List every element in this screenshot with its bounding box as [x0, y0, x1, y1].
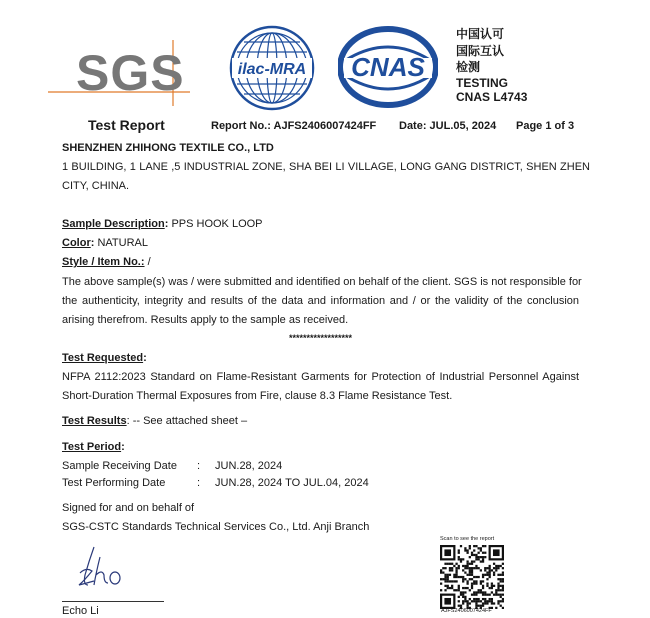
disclaimer-line3: arising therefrom. Results apply to the sample as received. [62, 314, 349, 326]
report-number: Report No.: AJFS2406007424FF [211, 120, 377, 132]
qr-code-icon[interactable] [440, 545, 504, 609]
test-requested-line1: NFPA 2112:2023 Standard on Flame-Resistant Garments for Protection of Industrial Personnel Against [62, 371, 579, 383]
sample-description-value: PPS HOOK LOOP [171, 218, 263, 230]
color-label: Color [62, 237, 91, 249]
sample-style [62, 256, 151, 269]
test-period-label: Test Period [62, 441, 122, 453]
color-value: NATURAL [97, 237, 148, 249]
sample-color: Color: NATURAL [62, 237, 148, 249]
style-value: / [147, 256, 151, 268]
sample-description: Sample Description: PPS HOOK LOOP [62, 218, 263, 230]
ilac-mra-logo [228, 24, 316, 112]
test-results [62, 415, 247, 428]
report-title: Test Report [88, 117, 165, 133]
disclaimer-line2: the authenticity, integrity and results of the data and information and / or the validity of the conclusion [62, 295, 579, 307]
test-requested-line2: Short-Duration Thermal Exposures from Fire, clause 8.3 Flame Resistance Test. [62, 390, 453, 402]
performing-date-label: Test Performing Date [62, 477, 166, 489]
receiving-date-value: JUN.28, 2024 [215, 460, 283, 472]
qr-caption-bottom: AJFS2406007424FF [441, 608, 492, 614]
page-indicator: Page 1 of 3 [516, 120, 575, 132]
receiving-date-label: Sample Receiving Date [62, 460, 177, 472]
report-date: Date: JUL.05, 2024 [399, 120, 497, 132]
test-requested-label: Test Requested [62, 352, 144, 364]
signature-line [62, 601, 164, 602]
client-address-line2: CITY, CHINA. [62, 180, 130, 192]
cnas-cn-line3: 检测 [456, 60, 481, 74]
test-requested-heading: Test Requested: [62, 352, 147, 364]
separator-stars: ****************** [289, 333, 353, 343]
cnas-logo [338, 26, 438, 108]
cnas-testing: TESTING [456, 76, 509, 90]
signed-company-line: SGS-CSTC Standards Technical Services Co., Ltd. Anji Branch [62, 521, 370, 533]
handwritten-signature [72, 545, 132, 591]
signatory-name: Echo Li [62, 605, 99, 617]
signed-for-line: Signed for and on behalf of [62, 502, 195, 514]
test-results-value: : -- See attached sheet – [126, 415, 248, 427]
disclaimer-line1: The above sample(s) was / were submitted and identified on behalf of the client. SGS is not responsible for [62, 276, 582, 288]
client-address-line1: 1 BUILDING, 1 LANE ,5 INDUSTRIAL ZONE, SHA BEI LI VILLAGE, LONG GANG DISTRICT, SHEN ZHEN [62, 161, 590, 173]
sample-description-label: Sample Description [62, 218, 165, 230]
sgs-logo-text: SGS [76, 45, 185, 101]
cnas-cn-line2: 国际互认 [456, 44, 505, 58]
sgs-logo [48, 40, 193, 106]
test-period-heading: Test Period: [62, 441, 125, 453]
client-name: SHENZHEN ZHIHONG TEXTILE CO., LTD [62, 142, 274, 154]
performing-date-colon: : [197, 477, 201, 489]
performing-date-value: JUN.28, 2024 TO JUL.04, 2024 [215, 477, 369, 489]
cnas-number: CNAS L4743 [456, 90, 528, 104]
cnas-logo-text: CNAS [351, 52, 425, 82]
test-results-label: Test Results [62, 415, 127, 427]
qr-caption-top: Scan to see the report [440, 536, 495, 542]
style-label: Style / Item No.: [62, 256, 145, 268]
cnas-cn-line1: 中国认可 [456, 27, 505, 41]
ilac-logo-text: ilac-MRA [237, 61, 307, 78]
receiving-date-colon: : [197, 460, 201, 472]
